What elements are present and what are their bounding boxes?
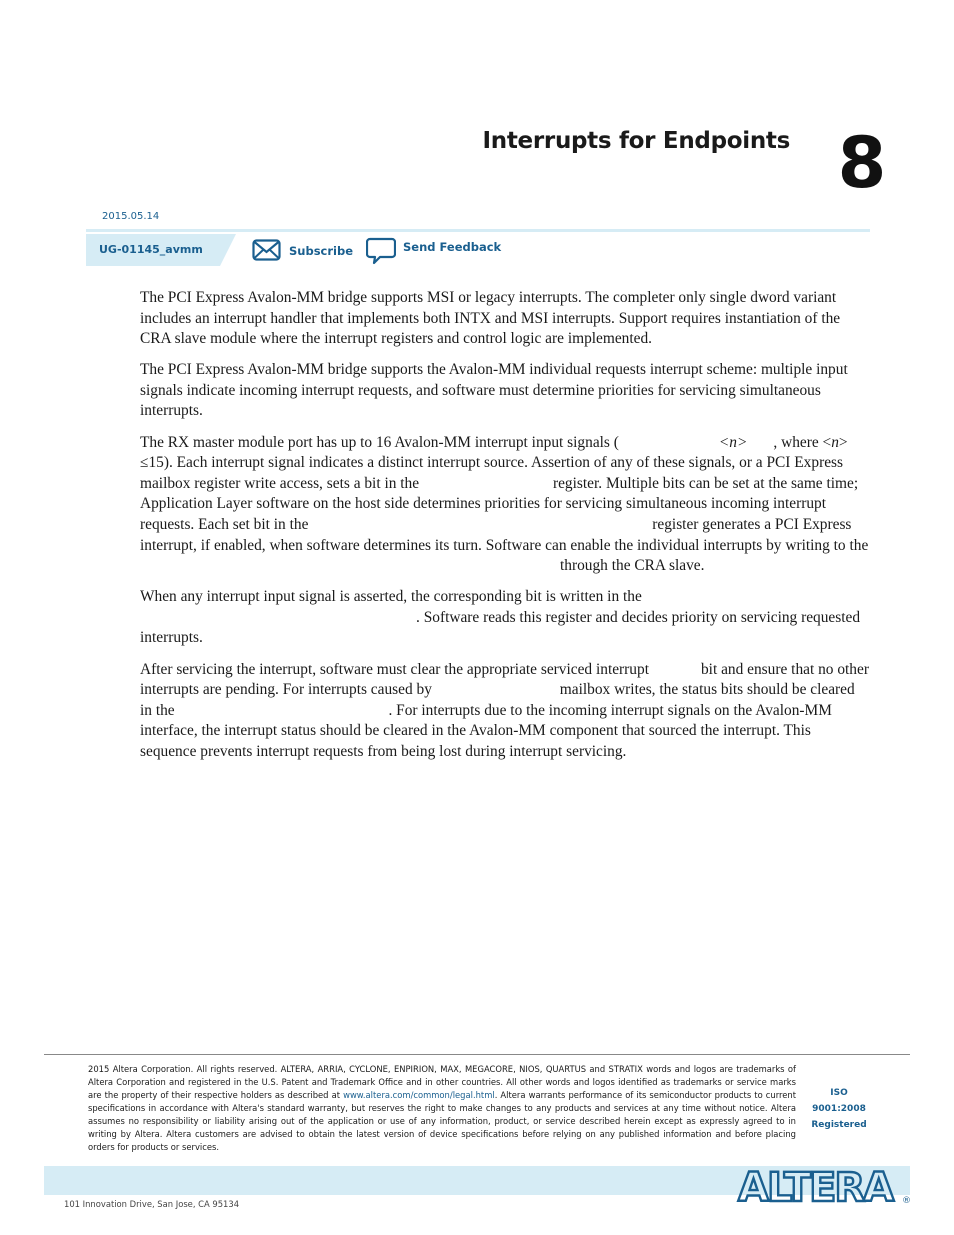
send-feedback-link[interactable]: Send Feedback [403, 240, 502, 254]
altera-logo [736, 1163, 916, 1207]
n-placeholder: <n> [718, 433, 748, 451]
speech-bubble-icon[interactable] [366, 237, 396, 265]
subscribe-link[interactable]: Subscribe [289, 244, 354, 258]
doc-id-banner-slant [220, 234, 236, 266]
paragraph-2: The PCI Express Avalon‑MM bridge supports the Avalon‑MM individual requests interrupt scheme: multiple input signals indicate incoming interrupt requests, and software must determine priorities for servicing simultaneous interrupts. [140, 361, 848, 420]
chapter-title: Interrupts for Endpoints [482, 128, 790, 154]
legal-notice: 2015 Altera Corporation. All rights reserved. ALTERA, ARRIA, CYCLONE, ENPIRION, MAX, MEGACORE, NIOS, QUARTUS and STRATIX words and logos are trademarks of Altera Corporation and registered in the U.S. Patent and Trademark Office and in other countries. All other words and logos identified as trademarks or service marks are the property of their respective holders as described at www.altera.com/common/legal.html. Altera warrants performance of its semiconductor products to current specifications in accordance with Altera's standard warranty, but reserves the right to make changes to any products and services at any time without notice. Altera assumes no responsibility or liability arising out of the application or use of any information, product, or service described herein except as expressly agreed to in writing by Altera. Altera customers are advised to obtain the latest version of device specifications before relying on any published information and before placing orders for products or services. [88, 1064, 796, 1152]
header-ribbon [86, 229, 870, 232]
paragraph-1: The PCI Express Avalon-MM bridge supports MSI or legacy interrupts. The completer only single dword variant includes an interrupt handler that implements both INTX and MSI interrupts. Support requires instantiation of the CRA slave module where the interrupt registers and control logic are implemented. [140, 289, 841, 348]
iso-certification: ISO 9001:2008 Registered [811, 1088, 867, 1130]
body-text [140, 288, 870, 773]
footer-divider [44, 1054, 910, 1055]
publication-date: 2015.05.14 [102, 211, 160, 222]
envelope-icon[interactable] [252, 239, 281, 261]
legal-link[interactable]: www.altera.com/common/legal.html [343, 1090, 495, 1100]
paragraph-3: The RX master module port has up to 16 Avalon‑MM interrupt input signals ( <n> , where <n> ≤15). Each interrupt signal indicates a distinct interrupt source. Assertion of any of these signals, or a PCI Express mailbox register write access, sets a bit in the register. Multiple bits can be set at the same time; Application Layer software on the host side determines priorities for servicing simultaneous incoming interrupt requests. Each set bit in the register generates a PCI Express interrupt, if enabled, when software determines its turn. Software can enable the individual interrupts by writing to the through the CRA slave. [140, 433, 869, 575]
doc-id: UG-01145_avmm [99, 243, 203, 256]
svg-text:®: ® [902, 1196, 911, 1206]
chapter-number: 8 [837, 122, 887, 204]
company-address: 101 Innovation Drive, San Jose, CA 95134 [64, 1199, 240, 1209]
paragraph-5: After servicing the interrupt, software must clear the appropriate serviced interrupt bit and ensure that no other interrupts are pending. For interrupts caused by mailbox writes, the status bits should be cleared in the . For interrupts due to the incoming interrupt signals on the Avalon‑MM interface, the interrupt status should be cleared in the Avalon‑MM component that sourced the interrupt. This sequence prevents interrupt requests from being lost during interrupt servicing. [140, 660, 869, 760]
paragraph-4: When any interrupt input signal is asserted, the corresponding bit is written in the . Software reads this register and decides priority on servicing requested interrupts. [140, 588, 861, 647]
svg-text:ALTERA: ALTERA [738, 1165, 893, 1207]
